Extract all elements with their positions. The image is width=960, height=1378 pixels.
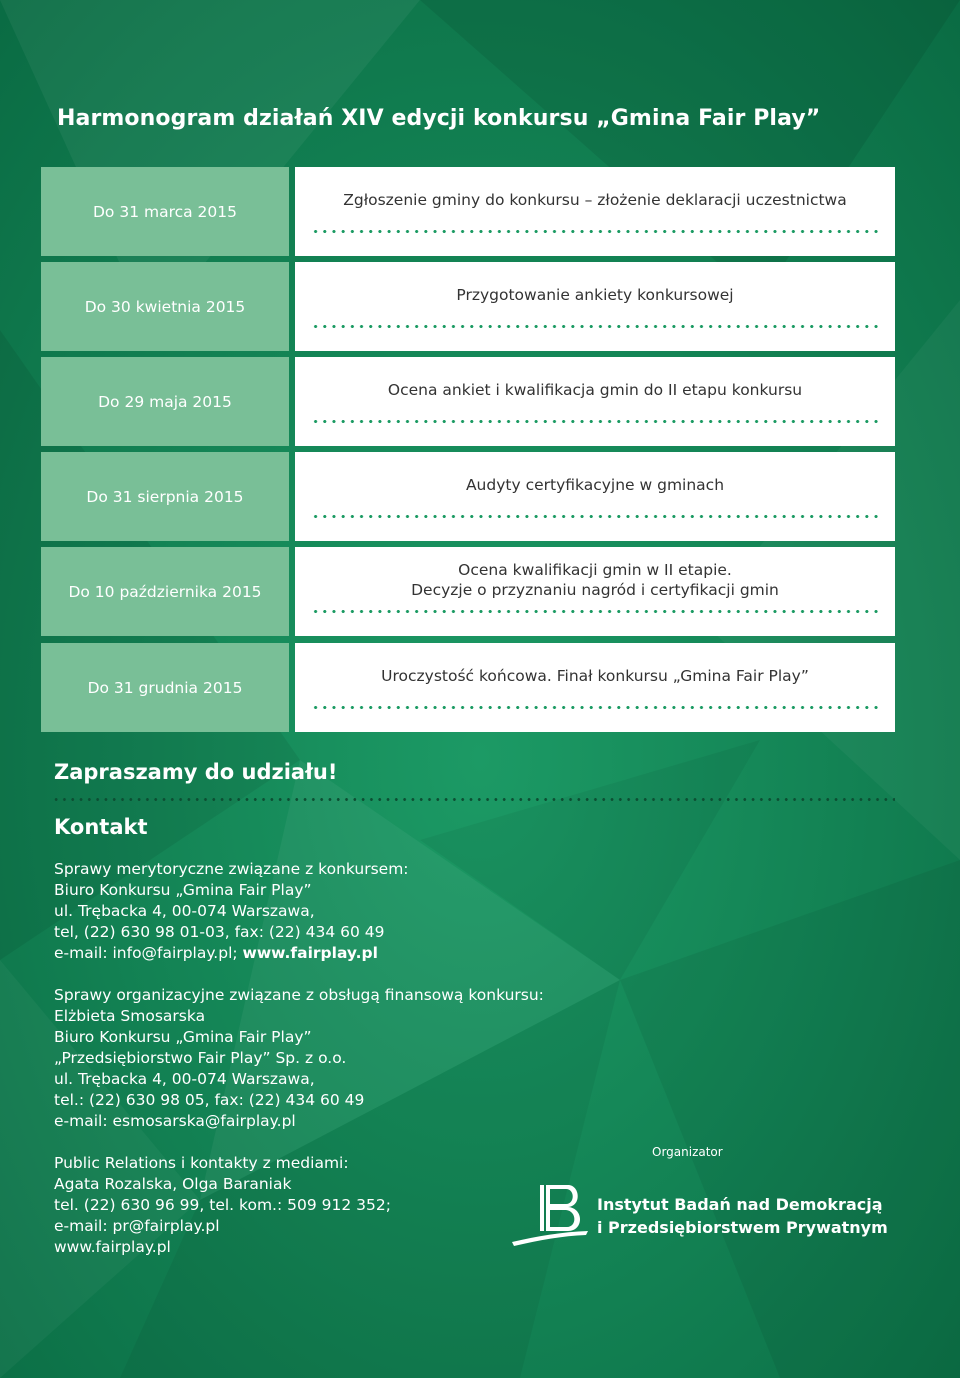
schedule-description-line: Audyty certyfikacyjne w gminach [465,476,725,494]
contact-pr-people: Agata Rozalska, Olga Baraniak [54,1175,292,1193]
contact-merit-address: ul. Trębacka 4, 00-074 Warszawa, [54,902,315,920]
contact-pr-email[interactable]: e-mail: pr@fairplay.pl [54,1217,220,1235]
invite-heading: Zapraszamy do udziału! [54,760,338,784]
organizer-name [597,1193,888,1239]
contact-heading: Kontakt [54,815,148,839]
schedule-date: Do 10 października 2015 [41,547,289,636]
schedule-description [295,547,895,636]
contact-finance-person: Elżbieta Smosarska [54,1007,206,1025]
organizer-name-line2: i Przedsiębiorstwem Prywatnym [597,1218,888,1237]
contact-finance [54,985,544,1132]
schedule-description-line: Decyzje o przyznaniu nagród i certyfikacji gmin [411,581,779,599]
contact-merit-office: Biuro Konkursu „Gmina Fair Play” [54,881,312,899]
contact-finance-phones: tel.: (22) 630 98 05, fax: (22) 434 60 49 [54,1091,365,1109]
dotted-underline [311,609,883,614]
schedule-description-line: Ocena kwalifikacji gmin w II etapie. [458,561,732,579]
schedule-description-line: Zgłoszenie gminy do konkursu – złożenie deklaracji uczestnictwa [343,191,847,209]
ibd-logo-icon [510,1182,590,1248]
contact-merit-email[interactable]: e-mail: info@fairplay.pl; [54,944,243,962]
schedule-row [41,643,895,732]
schedule-description-text [295,167,895,233]
schedule-date: Do 30 kwietnia 2015 [41,262,289,351]
schedule-row [41,262,895,351]
contact-pr-phones: tel. (22) 630 96 99, tel. kom.: 509 912 352; [54,1196,391,1214]
schedule-date: Do 31 sierpnia 2015 [41,452,289,541]
dotted-underline [311,324,883,329]
dotted-underline [311,229,883,234]
dotted-underline [311,419,883,424]
contact-finance-address: ul. Trębacka 4, 00-074 Warszawa, [54,1070,315,1088]
contact-finance-company: „Przedsiębiorstwo Fair Play” Sp. z o.o. [54,1049,347,1067]
dotted-underline [311,514,883,519]
contact-merit-email-line [54,943,409,964]
schedule-row [41,357,895,446]
organizer-label: Organizator [652,1145,723,1159]
schedule-description-text [295,357,895,423]
contact-finance-email[interactable]: e-mail: esmosarska@fairplay.pl [54,1112,296,1130]
contact-finance-heading: Sprawy organizacyjne związane z obsługą finansową konkursu: [54,986,544,1004]
contact-finance-office: Biuro Konkursu „Gmina Fair Play” [54,1028,312,1046]
schedule-description-text [295,262,895,328]
schedule-date: Do 31 marca 2015 [41,167,289,256]
contact-pr-heading: Public Relations i kontakty z mediami: [54,1154,349,1172]
contact-merit-phones: tel, (22) 630 98 01-03, fax: (22) 434 60 49 [54,923,385,941]
organizer-name-line1: Instytut Badań nad Demokracją [597,1195,883,1214]
contact-merit-heading: Sprawy merytoryczne związane z konkursem: [54,860,409,878]
dotted-underline [311,705,883,710]
schedule-row [41,547,895,636]
schedule-description [295,357,895,446]
contact-pr-website-link[interactable]: www.fairplay.pl [54,1238,171,1256]
schedule-description [295,167,895,256]
schedule-description-line: Ocena ankiet i kwalifikacja gmin do II etapu konkursu [387,381,803,399]
schedule-description-line: Przygotowanie ankiety konkursowej [456,286,734,304]
schedule-description-line: Uroczystość końcowa. Finał konkursu „Gmina Fair Play” [381,667,809,685]
schedule-description [295,262,895,351]
schedule-date: Do 31 grudnia 2015 [41,643,289,732]
page-title: Harmonogram działań XIV edycji konkursu „Gmina Fair Play” [57,106,821,131]
schedule-description-text [295,452,895,518]
schedule-row [41,167,895,256]
schedule-description [295,643,895,732]
schedule-description-text [295,643,895,709]
schedule-date: Do 29 maja 2015 [41,357,289,446]
contact-merit-website-link[interactable]: www.fairplay.pl [242,944,378,962]
schedule-description [295,452,895,541]
contact-merit [54,859,409,964]
schedule-row [41,452,895,541]
schedule-description-text [295,547,895,613]
dotted-separator [52,797,895,802]
contact-pr [54,1153,391,1258]
